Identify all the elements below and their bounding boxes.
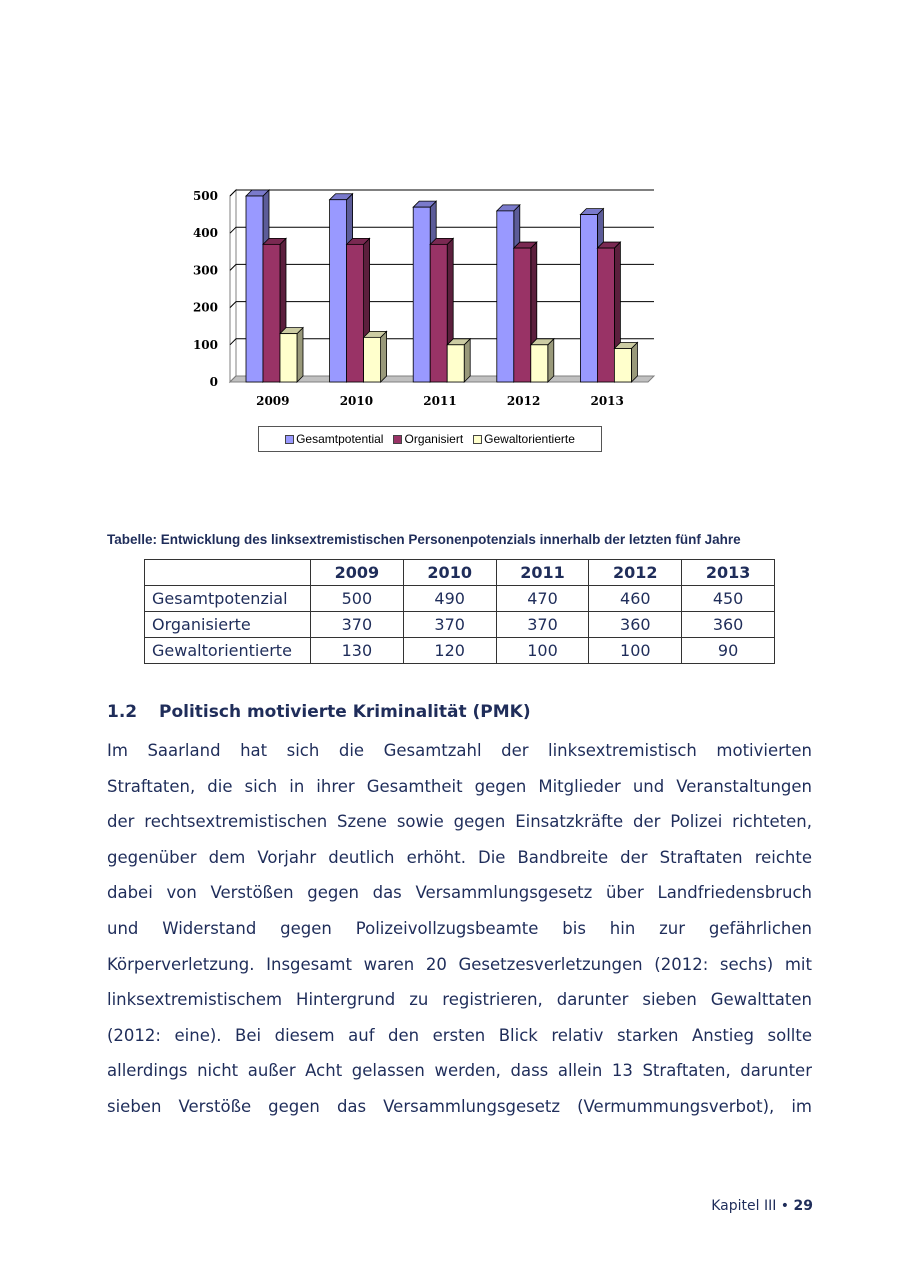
bar <box>364 337 381 382</box>
bar <box>497 211 514 382</box>
table-header-cell: 2010 <box>403 560 496 586</box>
legend-label: Gewaltorientierte <box>484 432 575 446</box>
legend-swatch-gewaltorientierte <box>473 435 482 444</box>
legend-label: Gesamtpotential <box>296 432 384 446</box>
legend-swatch-organisiert <box>393 435 402 444</box>
y-tick-label: 500 <box>192 189 218 203</box>
table-row <box>145 586 775 612</box>
footer-separator: • <box>780 1198 790 1214</box>
table-row-label: Gesamtpotenzial <box>145 586 311 612</box>
table-row-label: Gewaltorientierte <box>145 638 311 664</box>
table-cell: 460 <box>589 586 682 612</box>
bar <box>430 244 447 382</box>
legend-item <box>285 432 383 446</box>
paragraph-line: gegenüber dem Vorjahr deutlich erhöht. Die Bandbreite der Straftaten reichte <box>107 847 812 867</box>
legend-label: Organisiert <box>404 432 464 446</box>
table-cell: 500 <box>311 586 404 612</box>
legend-item <box>393 432 463 446</box>
paragraph-line: der rechtsextremistischen Szene sowie gegen Einsatzkräfte der Polizei richteten, <box>107 812 812 832</box>
y-tick-label: 0 <box>209 375 218 389</box>
body-paragraph <box>107 733 812 1125</box>
legend-swatch-gesamtpotential <box>285 435 294 444</box>
table-header-cell: 2012 <box>589 560 682 586</box>
paragraph-line: dabei von Verstößen gegen das Versammlungsgesetz über Landfriedensbruch <box>107 883 812 903</box>
bar-side <box>631 343 637 382</box>
table-cell: 100 <box>496 638 589 664</box>
legend-item <box>473 432 575 446</box>
data-table <box>144 559 775 664</box>
bar <box>347 244 364 382</box>
table-cell: 90 <box>682 638 775 664</box>
table-cell: 130 <box>311 638 404 664</box>
table-cell: 100 <box>589 638 682 664</box>
table-cell: 490 <box>403 586 496 612</box>
table-header-cell: 2013 <box>682 560 775 586</box>
x-tick-label: 2010 <box>339 394 374 408</box>
bar <box>580 215 597 382</box>
bar <box>447 345 464 382</box>
bar <box>263 244 280 382</box>
paragraph-line: und Widerstand gegen Polizeivollzugsbeamte bis hin zur gefährlichen <box>107 918 812 938</box>
gridline <box>230 190 654 196</box>
table-cell: 370 <box>496 612 589 638</box>
table-header-cell: 2011 <box>496 560 589 586</box>
y-tick-label: 200 <box>192 300 218 315</box>
bar-chart <box>180 180 670 420</box>
paragraph-line: (2012: eine). Bei diesem auf den ersten Blick relativ starken Anstieg sollte <box>107 1025 812 1045</box>
y-tick-label: 100 <box>192 337 218 352</box>
bar <box>514 248 531 382</box>
table-row <box>145 638 775 664</box>
bar <box>246 196 263 382</box>
section-title: Politisch motivierte Kriminalität (PMK) <box>159 702 531 722</box>
bar <box>614 349 631 382</box>
table-cell: 370 <box>311 612 404 638</box>
bar <box>280 334 297 382</box>
y-tick-label: 400 <box>192 226 218 241</box>
page-footer <box>711 1198 813 1214</box>
bar <box>330 200 347 382</box>
bar <box>413 207 430 382</box>
paragraph-line: Im Saarland hat sich die Gesamtzahl der linksextremistisch motivierten <box>107 741 812 760</box>
y-tick-label: 300 <box>192 263 218 278</box>
section-number: 1.2 <box>107 702 138 722</box>
table-row <box>145 612 775 638</box>
bar-side <box>381 331 387 382</box>
bar-side <box>297 328 303 382</box>
table-header-cell <box>145 560 311 586</box>
table-cell: 360 <box>682 612 775 638</box>
section-heading <box>107 702 531 722</box>
paragraph-line: linksextremistischem Hintergrund zu registrieren, darunter sieben Gewalttaten <box>107 990 812 1010</box>
chart-side-wall <box>230 190 236 382</box>
table-caption: Tabelle: Entwicklung des linksextremistischen Personenpotenzials innerhalb der letzten fünf Jahre <box>107 532 741 547</box>
chart-legend <box>258 426 602 452</box>
table-header-cell: 2009 <box>311 560 404 586</box>
x-tick-label: 2012 <box>506 394 541 408</box>
page-number: 29 <box>793 1198 813 1214</box>
table-cell: 370 <box>403 612 496 638</box>
x-tick-label: 2011 <box>423 394 457 408</box>
footer-chapter: Kapitel III <box>711 1198 777 1214</box>
bar <box>597 248 614 382</box>
paragraph-line: Straftaten, die sich in ihrer Gesamtheit gegen Mitglieder und Veranstaltungen <box>107 776 812 796</box>
paragraph-line: allerdings nicht außer Acht gelassen werden, dass allein 13 Straftaten, darunter <box>107 1061 812 1081</box>
bar <box>531 345 548 382</box>
x-tick-label: 2013 <box>590 394 624 408</box>
paragraph-line: Körperverletzung. Insgesamt waren 20 Gesetzesverletzungen (2012: sechs) mit <box>107 954 812 974</box>
table-cell: 450 <box>682 586 775 612</box>
table-header-row <box>145 560 775 586</box>
x-tick-label: 2009 <box>256 394 290 408</box>
bar-side <box>548 339 554 382</box>
table-cell: 470 <box>496 586 589 612</box>
table-row-label: Organisierte <box>145 612 311 638</box>
table-cell: 360 <box>589 612 682 638</box>
table-cell: 120 <box>403 638 496 664</box>
bar-side <box>464 339 470 382</box>
paragraph-line: sieben Verstöße gegen das Versammlungsgesetz (Vermummungsverbot), im <box>107 1096 812 1116</box>
